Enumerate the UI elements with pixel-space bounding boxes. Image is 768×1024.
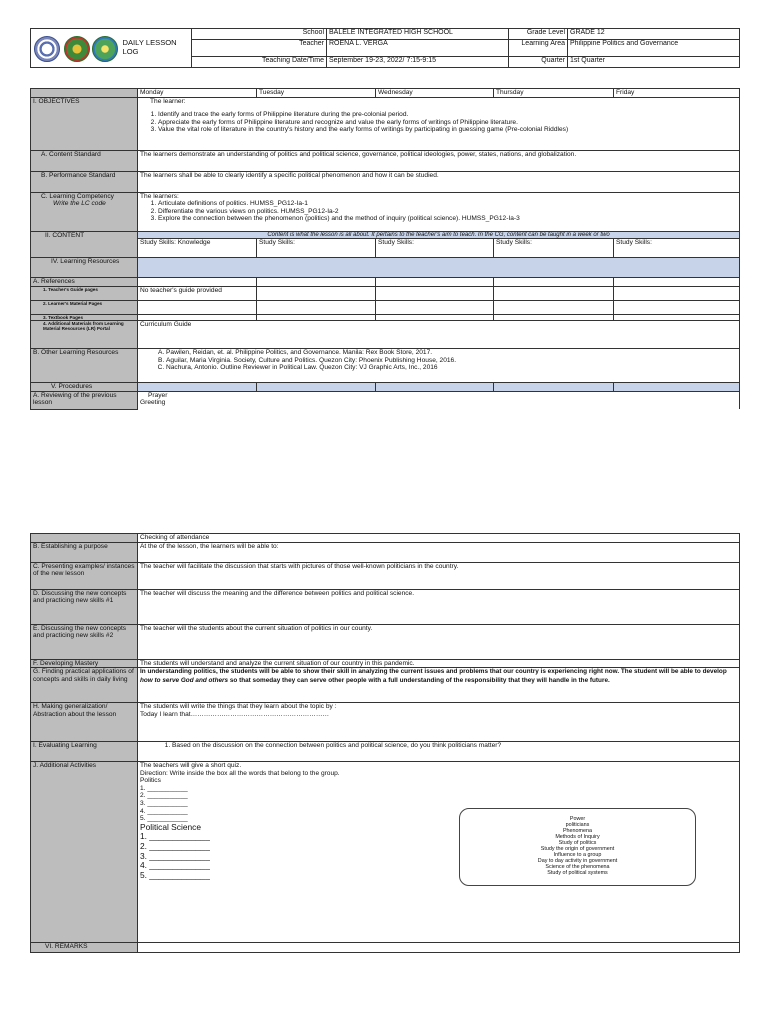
- competency-label: C. Learning Competency: [41, 192, 114, 200]
- additional-materials-label: 4. Additional Materials from Learning Material Resources (LR) Portal: [31, 321, 138, 349]
- competency-item: 2. Differentiate the various views on politics. HUMSS_PG12-Ia-2: [158, 208, 737, 216]
- finding-text: In understanding politics, the students will be able to show their skill in analyzing the current issues and problems that our country is experiencing right now. The student will be able to develop: [140, 668, 727, 676]
- finding-label: G. Finding practical applications of concepts and skills in daily living: [31, 668, 138, 703]
- evaluating-question: 1. Based on the discussion on the connection between politics and political science, do you think politicians matter?: [172, 742, 737, 750]
- reviewing-prayer: Prayer: [148, 391, 168, 399]
- grade-label: Grade Level: [509, 29, 568, 40]
- presenting-text: The teacher will facilitate the discussion that starts with pictures of those well-known politicians in the country.: [138, 562, 740, 589]
- school-value: BALELE INTEGRATED HIGH SCHOOL: [327, 29, 509, 40]
- finding-row: [31, 668, 740, 703]
- performance-standard-label: B. Performance Standard: [31, 171, 138, 192]
- resource-item: A. Pawilen, Reidan, et. al. Philippine Politics, and Governance. Manila: Rex Book Store, 2017.: [166, 349, 737, 357]
- days-header-row: [31, 89, 740, 98]
- content-standard-label: A. Content Standard: [31, 150, 138, 171]
- study-skills-cell: Study Skills:: [376, 239, 494, 258]
- discussing-1-label: D. Discussing the new concepts and practicing new skills #1: [31, 589, 138, 624]
- discussing-2-label: E. Discussing the new concepts and practicing new skills #2: [31, 624, 138, 659]
- direction-text: Direction: Write inside the box all the words that belong to the group.: [140, 769, 340, 777]
- politics-label: Politics: [140, 777, 161, 785]
- performance-standard-text: The learners shall be able to clearly identify a specific political phenomenon and how it can be studied.: [138, 171, 740, 192]
- politics-blank[interactable]: 2. ___________: [140, 792, 188, 800]
- evaluating-row: [31, 742, 740, 762]
- making-row: [31, 703, 740, 742]
- purpose-label: B. Establishing a purpose: [31, 542, 138, 562]
- polsci-blank[interactable]: 3. _____________: [140, 850, 210, 861]
- reviewing-greeting: Greeting: [140, 399, 166, 407]
- discussing-1-row: [31, 589, 740, 624]
- content-row: [31, 231, 740, 239]
- content-note: Content is what the lesson is all about. It pertains to the teacher's aim to teach. In the CG, content can be taught in a week or two: [138, 231, 740, 239]
- content-standard-row: [31, 150, 740, 171]
- remarks-row: [31, 943, 740, 953]
- date-label: Teaching Date/Time: [192, 57, 327, 68]
- day-header: Monday: [138, 89, 257, 98]
- making-label: H. Making generalization/ Abstraction about the lesson: [31, 703, 138, 742]
- making-text: The students will write the things that they learn about the topic by :: [140, 703, 337, 711]
- word-bank-item: Day to day activity in government: [537, 858, 618, 865]
- additional-materials-row: [31, 321, 740, 349]
- quarter-label: Quarter: [509, 57, 568, 68]
- discussing-2-text: The teacher will the students about the current situation of politics in our county.: [138, 624, 740, 659]
- day-header: Tuesday: [257, 89, 376, 98]
- finding-text-end: so that someday they can serve other people with a full understanding of the responsibility that they will handle in the future.: [228, 676, 610, 684]
- word-bank-item: Methods of Inquiry: [555, 834, 600, 841]
- word-bank-item: politicians: [565, 822, 590, 829]
- additional-activities-label: J. Additional Activities: [31, 762, 138, 943]
- reviewing-row: [31, 391, 740, 409]
- polsci-label: Political Science: [140, 821, 201, 832]
- mastery-row: [31, 659, 740, 668]
- study-skills-cell: Study Skills: Knowledge: [138, 239, 257, 258]
- objective-item: 2. Appreciate the early forms of Philippine literature and recognize and value the early forms of writings of Philippine literature.: [158, 119, 737, 127]
- resource-item: B. Aguilar, Maria Virginia. Society, Culture and Politics. Quezon City: Phoenix Publishing House, 2016.: [166, 357, 737, 365]
- additional-materials-value: Curriculum Guide: [138, 321, 740, 349]
- objective-item: 3. Value the vital role of literature in the country's history and the early forms of writings by participating in guessing game (Pre-colonial Riddles): [158, 126, 737, 134]
- lesson-log-table-page-2: [30, 533, 740, 953]
- content-standard-text: The learners demonstrate an understanding of politics and political science, governance, political ideologies, power, states, nations, and globalization.: [138, 150, 740, 171]
- polsci-blank[interactable]: 5. _____________: [140, 870, 210, 881]
- references-row: [31, 278, 740, 287]
- day-header: Wednesday: [376, 89, 494, 98]
- area-label: Learning Area: [509, 40, 568, 57]
- discussing-2-row: [31, 624, 740, 659]
- additional-text: The teachers will give a short quiz.: [140, 762, 242, 770]
- content-label: II. CONTENT: [31, 231, 138, 258]
- presenting-row: [31, 562, 740, 589]
- date-value: September 19-23, 2022/ 7:15-9:15: [327, 57, 509, 68]
- teacher-value: ROENA L. VERGA: [327, 40, 509, 57]
- evaluating-label: I. Evaluating Learning: [31, 742, 138, 762]
- procedures-row: [31, 383, 740, 392]
- study-skills-row: [31, 239, 740, 258]
- word-bank-item: Study of political systems: [547, 870, 608, 877]
- learners-material-row: [31, 301, 740, 315]
- remarks-label: VI. REMARKS: [31, 943, 138, 953]
- teacher-label: Teacher: [192, 40, 327, 57]
- purpose-row: [31, 542, 740, 562]
- study-skills-cell: Study Skills:: [494, 239, 614, 258]
- politics-blank[interactable]: 4. ___________: [140, 807, 188, 815]
- school-label: School: [192, 29, 327, 40]
- polsci-blank[interactable]: 4. _____________: [140, 860, 210, 871]
- references-label: A. References: [31, 278, 138, 287]
- procedures-label: V. Procedures: [31, 383, 138, 392]
- other-resources-label: B. Other Learning Resources: [31, 349, 138, 383]
- textbook-pages-label: 3. Textbook Pages: [31, 315, 138, 321]
- study-skills-cell: Study Skills:: [257, 239, 376, 258]
- word-bank-item: Study the origin of government: [540, 846, 615, 853]
- mastery-label: F. Developing Mastery: [31, 659, 138, 668]
- learning-resources-row: [31, 258, 740, 278]
- reviewing-attendance: Checking of attendance: [138, 534, 740, 543]
- teachers-guide-value: No teacher's guide provided: [138, 287, 257, 301]
- objective-item: 1. Identify and trace the early forms of Philippine literature during the pre-colonial period.: [158, 111, 737, 119]
- polsci-blank[interactable]: 2. _____________: [140, 841, 210, 852]
- politics-blank[interactable]: 1. ___________: [140, 784, 188, 792]
- word-bank-item: Influence to a group: [553, 852, 602, 859]
- purpose-text: At the of the lesson, the learners will be able to:: [138, 542, 740, 562]
- competency-row: [31, 192, 740, 231]
- politics-blank[interactable]: 5. ___________: [140, 815, 188, 823]
- word-bank-box: [459, 808, 696, 886]
- objectives-label: I. OBJECTIVES: [31, 97, 138, 150]
- word-bank-item: Science of the phenomena: [545, 864, 610, 871]
- polsci-blank[interactable]: 1. _____________: [140, 831, 210, 842]
- quarter-value: 1st Quarter: [568, 57, 740, 68]
- day-header: Thursday: [494, 89, 614, 98]
- area-value: Philippine Politics and Governance: [568, 40, 740, 57]
- attendance-row: [31, 534, 740, 543]
- resource-item: C. Nachura, Antonio. Outline Reviewer in Political Law. Quezon City: VJ Graphic Arts, Inc., 2016: [166, 364, 737, 372]
- objectives-intro: The learner:: [150, 97, 186, 105]
- performance-standard-row: [31, 171, 740, 192]
- politics-blank[interactable]: 3. ___________: [140, 800, 188, 808]
- word-bank-item: Power: [569, 816, 586, 822]
- teachers-guide-row: [31, 287, 740, 301]
- presenting-label: C. Presenting examples/ instances of the new lesson: [31, 562, 138, 589]
- lesson-log-table-page-1: [30, 88, 740, 410]
- document-title: DAILY LESSON LOG: [121, 29, 192, 68]
- finding-emphasis: how to serve God and others: [140, 676, 229, 684]
- objectives-row: [31, 97, 740, 150]
- header-table: [30, 28, 740, 68]
- reviewing-label: A. Reviewing of the previous lesson: [31, 391, 138, 409]
- making-prompt: Today I learn that………………………………………………………: [140, 710, 330, 718]
- competency-item: 1. Articulate definitions of politics. HUMSS_PG12-Ia-1: [158, 200, 737, 208]
- teachers-guide-label: 1. Teacher's Guide pages: [31, 287, 138, 301]
- competency-item: 3. Explore the connection between the phenomenon (politics) and the method of inquiry (political science). HUMSS_PG12-Ia-3: [158, 215, 737, 223]
- grade-value: GRADE 12: [568, 29, 740, 40]
- competency-sublabel: Write the LC code: [53, 200, 106, 208]
- day-header: Friday: [614, 89, 740, 98]
- discussing-1-text: The teacher will discuss the meaning and the difference between politics and political science.: [138, 589, 740, 624]
- competency-intro: The learners:: [140, 192, 179, 200]
- mastery-text: The students will understand and analyze the current situation of our country in this pandemic.: [138, 659, 740, 668]
- learners-material-label: 2. Learner's Material Pages: [31, 301, 138, 315]
- word-bank-item: Phenomena: [562, 828, 593, 835]
- other-resources-row: [31, 349, 740, 383]
- word-bank-item: Study of politics: [558, 840, 597, 847]
- learning-resources-label: IV. Learning Resources: [31, 258, 138, 278]
- study-skills-cell: Study Skills:: [614, 239, 740, 258]
